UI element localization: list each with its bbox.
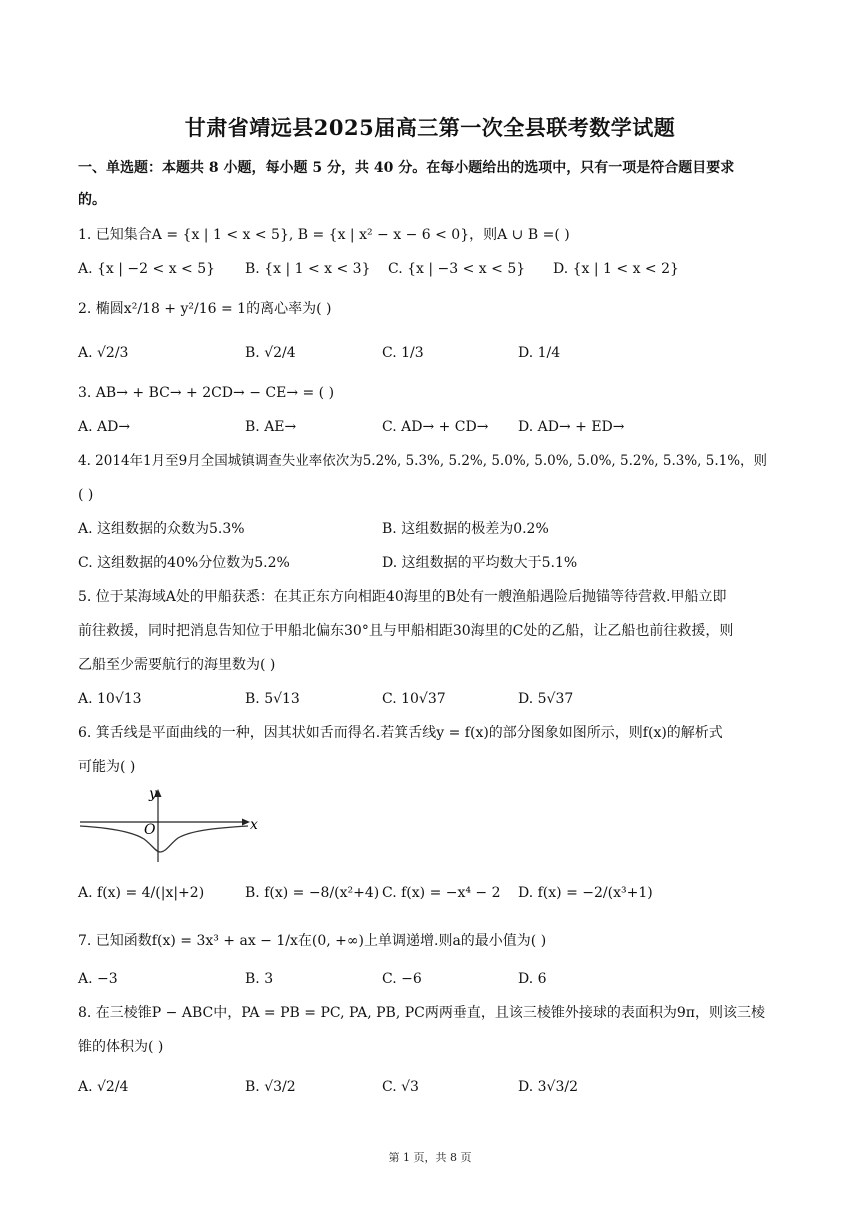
witch-curve-graph xyxy=(78,784,258,864)
q6-option-c: C. f(x) = −x⁴ − 2 xyxy=(382,885,501,901)
question-6-stem: 6. 箕舌线是平面曲线的一种，因其状如舌而得名.若箕舌线y = f(x)的部分图象如图所示，则f(x)的解析式 xyxy=(78,725,723,741)
question-1-stem: 1. 已知集合A = {x | 1 < x < 5}, B = {x | x² − x − 6 < 0}，则A ∪ B =( ) xyxy=(78,227,570,243)
page-title: 甘肃省靖远县2025届高三第一次全县联考数学试题 xyxy=(184,115,676,140)
question-8-stem: 8. 在三棱锥P − ABC中，PA = PB = PC, PA, PB, PC两两垂直，且该三棱锥外接球的表面积为9π，则该三棱 xyxy=(78,1005,765,1021)
q5-option-c: C. 10√37 xyxy=(382,691,446,707)
q5-option-a: A. 10√13 xyxy=(78,691,142,707)
q1-option-d: D. {x | 1 < x < 2} xyxy=(553,261,679,277)
q6-option-a: A. f(x) = 4/(|x|+2) xyxy=(78,885,205,901)
q8-option-a: A. √2/4 xyxy=(78,1079,129,1095)
curve-line xyxy=(80,826,248,852)
q8-option-c: C. √3 xyxy=(382,1079,419,1095)
q7-option-b: B. 3 xyxy=(245,971,274,987)
y-axis-label: y xyxy=(149,786,157,802)
question-6-stem-2: 可能为( ) xyxy=(78,759,136,775)
q5-option-d: D. 5√37 xyxy=(518,691,574,707)
question-4-stem-cont: ( ) xyxy=(78,487,94,503)
q1-option-a: A. {x | −2 < x < 5} xyxy=(78,261,216,277)
q4-option-c: C. 这组数据的40%分位数为5.2% xyxy=(78,555,290,571)
page-footer: 第 1 页，共 8 页 xyxy=(388,1151,472,1164)
q7-option-c: C. −6 xyxy=(382,971,422,987)
x-axis-arrow xyxy=(242,819,250,826)
question-5-stem: 5. 位于某海域A处的甲船获悉：在其正东方向相距40海里的B处有一艘渔船遇险后抛锚等待营救.甲船立即 xyxy=(78,589,727,605)
q3-option-d: D. AD→ + ED→ xyxy=(518,419,625,435)
q1-option-b: B. {x | 1 < x < 3} xyxy=(245,261,371,277)
q4-option-b: B. 这组数据的极差为0.2% xyxy=(382,521,549,537)
section-heading: 一、单选题：本题共 8 小题，每小题 5 分，共 40 分。在每小题给出的选项中，只有一项是符合题目要求 xyxy=(78,160,735,176)
q2-option-b: B. √2/4 xyxy=(245,345,296,361)
q7-option-d: D. 6 xyxy=(518,971,547,987)
question-5-stem-2: 前往救援，同时把消息告知位于甲船北偏东30°且与甲船相距30海里的C处的乙船，让乙船也前往救援，则 xyxy=(78,623,734,639)
q4-option-d: D. 这组数据的平均数大于5.1% xyxy=(382,555,578,571)
question-7-stem: 7. 已知函数f(x) = 3x³ + ax − 1/x在(0, +∞)上单调递增.则a的最小值为( ) xyxy=(78,933,547,949)
q5-option-b: B. 5√13 xyxy=(245,691,300,707)
question-3-stem: 3. AB→ + BC→ + 2CD→ − CE→ = ( ) xyxy=(78,385,335,401)
q2-option-a: A. √2/3 xyxy=(78,345,129,361)
question-4-stem: 4. 2014年1月至9月全国城镇调查失业率依次为5.2%, 5.3%, 5.2%, 5.0%, 5.0%, 5.0%, 5.2%, 5.3%, 5.1%，则 xyxy=(78,453,768,469)
question-5-stem-3: 乙船至少需要航行的海里数为( ) xyxy=(78,657,276,673)
q2-option-c: C. 1/3 xyxy=(382,345,424,361)
question-2-stem: 2. 椭圆x²/18 + y²/16 = 1的离心率为( ) xyxy=(78,301,332,317)
q3-option-c: C. AD→ + CD→ xyxy=(382,419,489,435)
question-8-stem-2: 锥的体积为( ) xyxy=(78,1039,164,1055)
q4-option-a: A. 这组数据的众数为5.3% xyxy=(78,521,245,537)
q7-option-a: A. −3 xyxy=(78,971,118,987)
q8-option-b: B. √3/2 xyxy=(245,1079,296,1095)
q2-option-d: D. 1/4 xyxy=(518,345,561,361)
q6-option-d: D. f(x) = −2/(x³+1) xyxy=(518,885,653,901)
q1-option-c: C. {x | −3 < x < 5} xyxy=(388,261,526,277)
section-heading-cont: 的。 xyxy=(78,192,106,208)
q6-option-b: B. f(x) = −8/(x²+4) xyxy=(245,885,380,901)
x-axis-label: x xyxy=(250,817,258,833)
q3-option-b: B. AE→ xyxy=(245,419,297,435)
origin-label: O xyxy=(144,822,156,838)
q8-option-d: D. 3√3/2 xyxy=(518,1079,578,1095)
q3-option-a: A. AD→ xyxy=(78,419,131,435)
